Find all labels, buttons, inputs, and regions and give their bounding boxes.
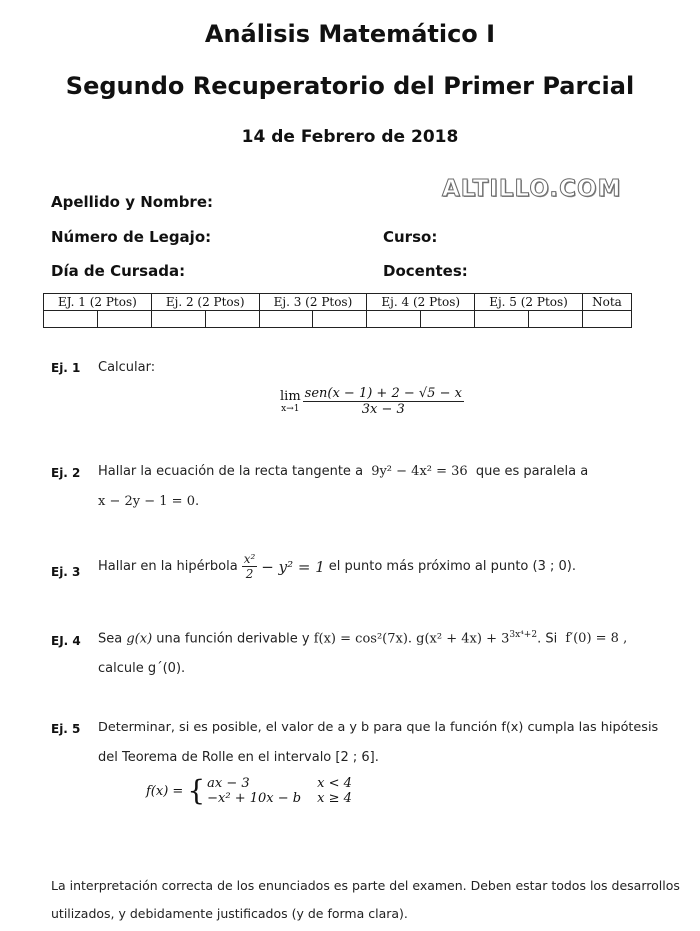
ej3-frac-num: x²	[243, 552, 256, 566]
grade-cell	[97, 311, 151, 328]
ej2-label: Ej. 2	[51, 466, 81, 480]
ej3-label: Ej. 3	[51, 565, 81, 579]
exam-title: Análisis Matemático I	[204, 20, 496, 48]
grade-header: Ej. 5 (2 Ptos)	[475, 294, 583, 311]
ej4-text-a: Sea	[98, 631, 123, 647]
ej2-line-equation: x − 2y − 1 = 0.	[98, 494, 200, 509]
grade-table-header-row	[44, 294, 632, 311]
ej3-equation-rest: − y² = 1	[261, 557, 325, 576]
ej3-text-a: Hallar en la hipérbola	[98, 559, 238, 574]
grade-header: EJ. 1 (2 Ptos)	[44, 294, 152, 311]
ej5-case1-cond: x < 4	[317, 776, 352, 791]
grade-cell	[475, 311, 529, 328]
field-docentes: Docentes:	[383, 262, 468, 280]
ej1-denominator: 3x − 3	[361, 402, 405, 417]
ej2-line1	[98, 464, 588, 479]
ej4-label: EJ. 4	[51, 634, 81, 648]
ej5-f-lhs: f(x) =	[146, 783, 184, 799]
grade-cell	[367, 311, 421, 328]
grade-cell	[259, 311, 313, 328]
ej4-line2: calcule g´(0).	[98, 661, 186, 676]
ej3-text-b: el punto más próximo al punto (3 ; 0).	[328, 559, 576, 574]
ej4-line1	[98, 630, 627, 646]
watermark-logo: ALTILLO.COM	[442, 176, 622, 202]
ej5-label: Ej. 5	[51, 722, 81, 736]
ej1-numerator: sen(x − 1) + 2 − √5 − x	[304, 386, 462, 401]
ej5-case2-cond: x ≥ 4	[317, 791, 352, 806]
grade-cell	[44, 311, 98, 328]
ej5-cases	[207, 776, 377, 806]
grade-cell	[205, 311, 259, 328]
grade-cell	[313, 311, 367, 328]
grade-header: Ej. 2 (2 Ptos)	[151, 294, 259, 311]
grade-table-score-row	[44, 311, 632, 328]
ej2-text-b: que es paralela a	[475, 464, 589, 479]
brace-icon: {	[187, 774, 206, 807]
ej5-case1-expr: ax − 3	[207, 776, 250, 791]
ej2-text: Hallar la ecuación de la recta tangente a	[98, 464, 364, 479]
lim-symbol: lim	[280, 388, 301, 404]
field-legajo: Número de Legajo:	[51, 228, 212, 246]
ej4-f-exponent: 3x⁴+2	[509, 630, 538, 640]
footer-line2: utilizados, y debidamente justificados (y de forma clara).	[51, 906, 408, 921]
field-dia-cursada: Día de Cursada:	[51, 262, 186, 280]
grade-header: Ej. 4 (2 Ptos)	[367, 294, 475, 311]
ej5-line1: Determinar, si es posible, el valor de a y b para que la función f(x) cumpla las hipótesis	[98, 720, 659, 735]
ej4-g: g(x)	[126, 631, 153, 647]
ej3-statement	[98, 552, 576, 581]
ej5-line2: del Teorema de Rolle en el intervalo [2 ; 6].	[98, 750, 379, 765]
exam-date: 14 de Febrero de 2018	[241, 127, 459, 147]
ej4-condition: f′(0) = 8 ,	[565, 631, 628, 647]
ej5-case2-expr: −x² + 10x − b	[207, 791, 302, 806]
ej3-fraction	[242, 552, 258, 581]
grade-table	[43, 293, 632, 328]
ej4-text-c: . Si	[537, 631, 558, 647]
grade-cell	[529, 311, 583, 328]
ej3-frac-den: 2	[245, 567, 254, 581]
ej4-text-b: una función derivable y	[156, 631, 310, 647]
ej1-label: Ej. 1	[51, 361, 81, 375]
ej1-text: Calcular:	[98, 360, 156, 375]
exam-subtitle: Segundo Recuperatorio del Primer Parcial	[65, 72, 635, 100]
ej2-curve-equation: 9y² − 4x² = 36	[371, 464, 468, 479]
ej5-piecewise-function	[146, 776, 377, 806]
field-curso: Curso:	[383, 228, 438, 246]
lim-subscript: x→1	[281, 403, 300, 414]
grade-cell	[151, 311, 205, 328]
ej4-f-expression: f(x) = cos²(7x). g(x² + 4x) + 3	[313, 631, 510, 647]
field-nombre: Apellido y Nombre:	[51, 193, 214, 211]
grade-cell	[582, 311, 631, 328]
ej1-limit-expression	[280, 386, 464, 417]
grade-header: Nota	[582, 294, 631, 311]
grade-header: Ej. 3 (2 Ptos)	[259, 294, 367, 311]
footer-line1: La interpretación correcta de los enunciados es parte del examen. Deben estar todos los desarrollos	[51, 878, 680, 893]
grade-cell	[421, 311, 475, 328]
ej1-fraction	[303, 386, 464, 417]
